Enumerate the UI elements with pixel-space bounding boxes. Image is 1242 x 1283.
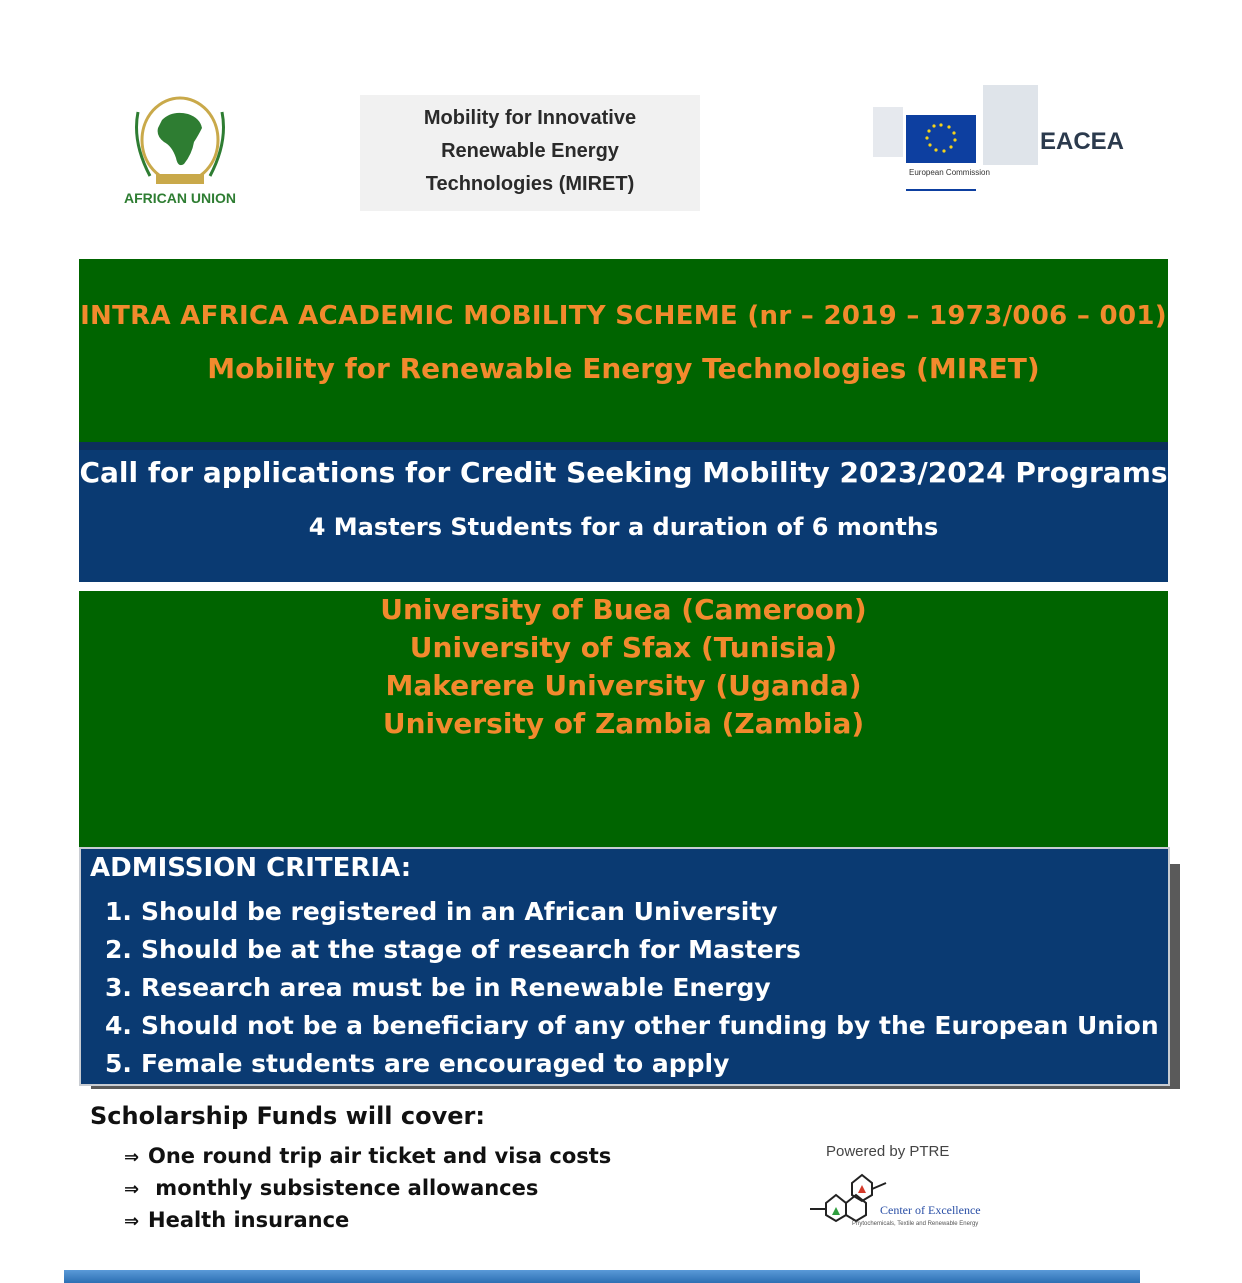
- call-panel-stripe: [79, 442, 1168, 450]
- criteria-item: 3. Research area must be in Renewable Energy: [105, 973, 771, 1002]
- arrow-icon: ⇒: [124, 1179, 140, 1200]
- universities-list: [79, 591, 1168, 743]
- criteria-item: 4. Should not be a beneficiary of any other funding by the European Union: [105, 1011, 1159, 1040]
- eu-sub-label: European Commission: [909, 168, 990, 177]
- miret-logo-line-2: Renewable Energy: [441, 140, 619, 162]
- ptre-center-sub: Phytochemicals, Textile and Renewable Energy: [852, 1221, 979, 1227]
- european-commission-logo: [873, 85, 1038, 195]
- criteria-item: 2. Should be at the stage of research for Masters: [105, 935, 801, 964]
- powered-by-label: Powered by PTRE: [826, 1143, 950, 1160]
- criteria-item: 1. Should be registered in an African University: [105, 897, 778, 926]
- university-item: Makerere University (Uganda): [385, 669, 862, 702]
- funds-item: ⇒ One round trip air ticket and visa costs: [124, 1140, 611, 1172]
- university-item: University of Sfax (Tunisia): [409, 631, 838, 664]
- funds-item: ⇒ monthly subsistence allowances: [124, 1172, 611, 1204]
- miret-logo-line-3: Technologies (MIRET): [425, 173, 635, 195]
- call-subheading: 4 Masters Students for a duration of 6 months: [308, 513, 939, 541]
- funds-list: [124, 1140, 611, 1236]
- university-item: University of Zambia (Zambia): [382, 707, 865, 740]
- program-title: Mobility for Renewable Energy Technologies (MIRET): [207, 352, 1040, 385]
- miret-logo-text: [360, 102, 700, 201]
- admission-criteria-list: [105, 893, 1159, 1083]
- funds-item: ⇒ Health insurance: [124, 1204, 611, 1236]
- miret-logo-line-1: Mobility for Innovative: [423, 107, 637, 129]
- title-panel: [79, 259, 1168, 442]
- ptre-center-text: Center of Excellence: [880, 1203, 981, 1217]
- criteria-item: 5. Female students are encouraged to apply: [105, 1049, 730, 1078]
- african-union-label: AFRICAN UNION: [124, 190, 236, 206]
- arrow-icon: ⇒: [124, 1147, 140, 1168]
- university-item: University of Buea (Cameroon): [380, 593, 867, 626]
- admission-title: ADMISSION CRITERIA:: [90, 853, 412, 883]
- call-heading: Call for applications for Credit Seeking Mobility 2023/2024 Programs: [79, 456, 1168, 489]
- funds-title: Scholarship Funds will cover:: [90, 1102, 485, 1130]
- ptre-logo: [806, 1165, 1021, 1230]
- scheme-title: INTRA AFRICA ACADEMIC MOBILITY SCHEME (nr – 2019 – 1973/006 – 001): [80, 301, 1167, 331]
- eacea-label: EACEA: [1040, 128, 1125, 155]
- arrow-icon: ⇒: [124, 1211, 140, 1232]
- bottom-bar: [64, 1270, 1140, 1283]
